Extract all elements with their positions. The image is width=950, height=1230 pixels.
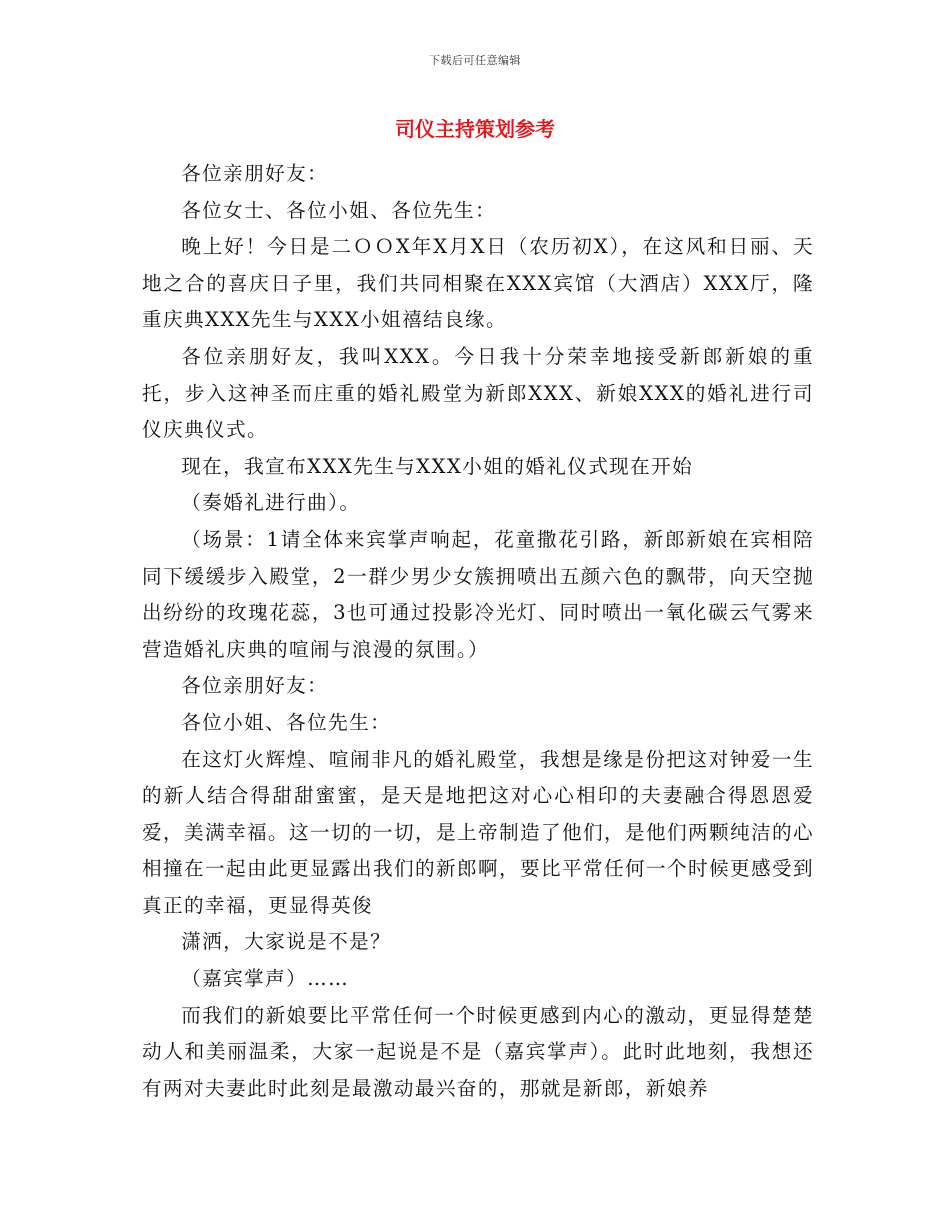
paragraph: 在这灯火辉煌、喧闹非凡的婚礼殿堂，我想是缘是份把这对钟爱一生的新人结合得甜甜蜜蜜，是天是地把这对心心相印的夫妻融合得恩恩爱爱，美满幸福。这一切的一切，是上帝制造了他们，是他们两颗纯洁的心相撞在一起由此更显露出我们的新郎啊，要比平常任何一个时候更感受到真正的幸福，更显得英俊 [142, 747, 814, 917]
paragraph: （场景：1请全体来宾掌声响起，花童撒花引路，新郎新娘在宾相陪同下缓缓步入殿堂，2一群少男少女簇拥喷出五颜六色的飘带，向天空抛出纷纷的玫瑰花蕊，3也可通过投影冷光灯、同时喷出一氧化碳云气雾来营造婚礼庆典的喧闹与浪漫的氛围。） [142, 527, 814, 661]
paragraph: 潇洒，大家说是不是？ [181, 930, 392, 954]
paragraph: （嘉宾掌声）…… [181, 967, 350, 991]
paragraph: 各位亲朋好友： [181, 162, 329, 185]
paragraph: 现在，我宣布XXX先生与XXX小姐的婚礼仪式现在开始 [181, 454, 694, 478]
paragraph: 各位亲朋好友，我叫XXX。今日我十分荣幸地接受新郎新娘的重托，步入这神圣而庄重的婚礼殿堂为新郎XXX、新娘XXX的婚礼进行司仪庆典仪式。 [142, 344, 814, 442]
paragraph: 各位小姐、各位先生： [181, 710, 392, 734]
paragraph: 各位女士、各位小姐、各位先生： [181, 198, 497, 222]
page-title: 司仪主持策划参考 [395, 117, 555, 141]
paragraph: 晚上好！今日是二ＯＯX年X月X日（农历初X），在这风和日丽、天地之合的喜庆日子里，我们共同相聚在XXX宾馆（大酒店）XXX厅，隆重庆典XXX先生与XXX小姐禧结良缘。 [142, 235, 814, 332]
header-note: 下载后可任意编辑 [429, 54, 521, 67]
paragraph: 各位亲朋好友： [181, 674, 329, 698]
document-body [142, 156, 814, 1107]
paragraph: 而我们的新娘要比平常任何一个时候更感到内心的激动，更显得楚楚动人和美丽温柔，大家一起说是不是（嘉宾掌声）。此时此地刻，我想还有两对夫妻此时此刻是最激动最兴奋的，那就是新郎，新娘养 [142, 1003, 814, 1100]
paragraph: （奏婚礼进行曲）。 [181, 491, 361, 515]
